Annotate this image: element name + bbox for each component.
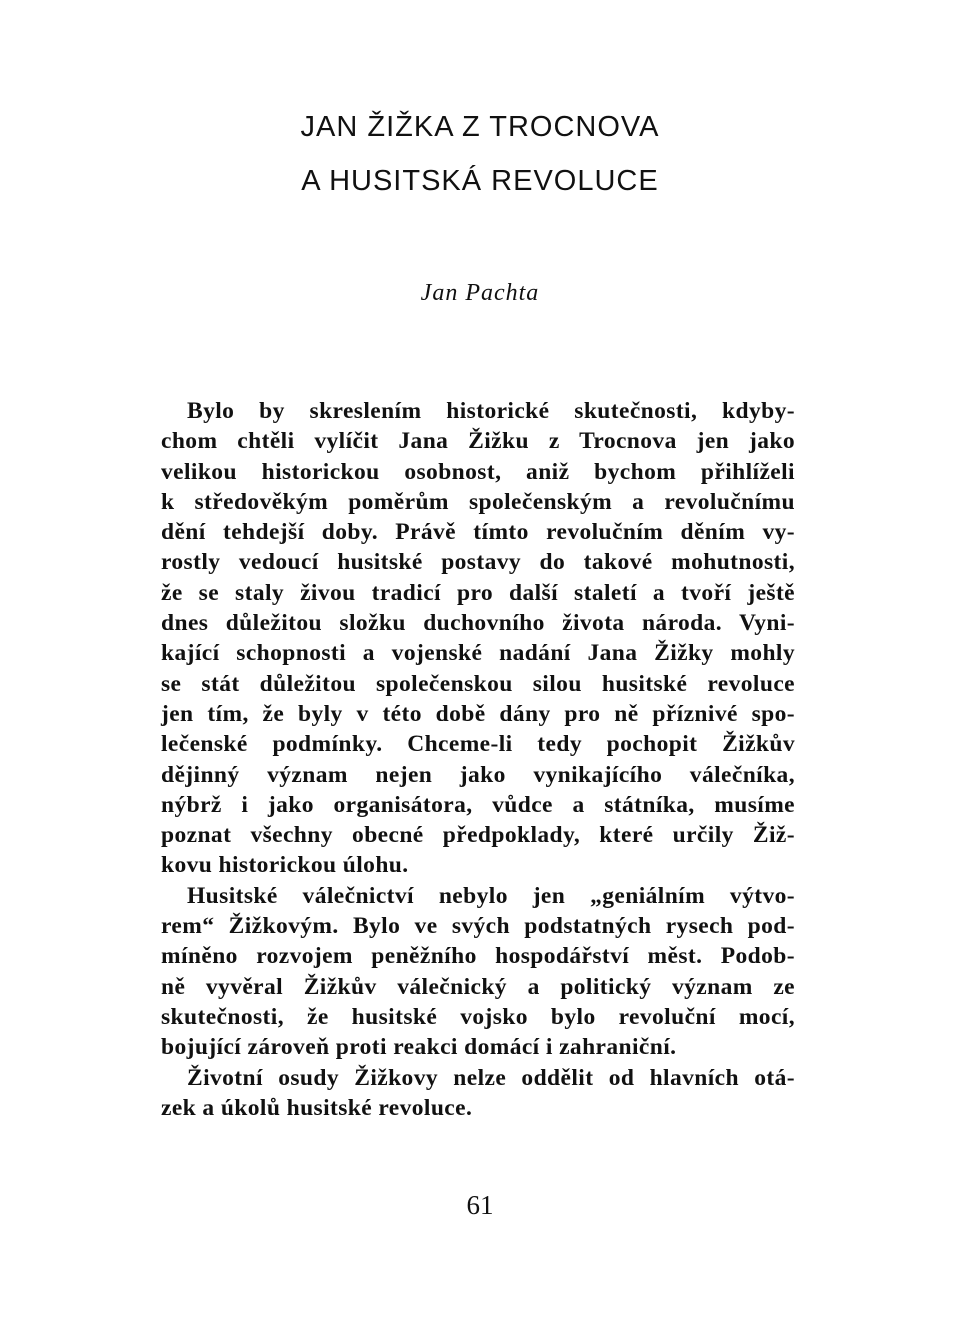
text-line: velikou historickou osobnost, aniž bychom přihlíželi	[161, 458, 795, 485]
text-line: Husitské válečnictví nebylo jen „geniálním výtvo-	[187, 882, 795, 909]
text-line: že se staly živou tradicí pro další staletí a tvoří ještě	[161, 579, 795, 606]
text-line: poznat všechny obecné předpoklady, které určily Žiž-	[161, 822, 795, 849]
author-name: Jan Pachta	[420, 280, 540, 306]
text-line: dějinný význam nejen jako vynikajícího válečníka,	[161, 761, 795, 788]
text-line: k středověkým poměrům společenským a revolučnímu	[161, 488, 795, 515]
body-text	[161, 396, 795, 1123]
text-line: dnes důležitou složku duchovního života národa. Vyni-	[161, 610, 795, 637]
text-line: Životní osudy Žižkovy nelze oddělit od hlavních otá-	[187, 1064, 795, 1091]
text-line: Bylo by skreslením historické skutečnosti, kdyby-	[187, 398, 795, 424]
text-line: rem“ Žižkovým. Bylo ve svých podstatných rysech pod-	[161, 913, 795, 940]
text-line: se stát důležitou společenskou silou husitské revoluce	[161, 670, 795, 697]
text-line: bojující zároveň proti reakci domácí i zahraniční.	[161, 1034, 677, 1061]
text-line: míněno rozvojem peněžního hospodářství měst. Podob-	[161, 943, 795, 970]
text-line: kající schopnosti a vojenské nadání Jana Žižky mohly	[161, 640, 795, 667]
chapter-title	[0, 100, 960, 208]
text-line: ně vyvěral Žižkův válečnický a politický význam ze	[161, 973, 795, 1000]
chapter-title-line-2: A HUSITSKÁ REVOLUCE	[301, 165, 659, 197]
page-number: 61	[466, 1190, 494, 1220]
chapter-title-line-1: JAN ŽIŽKA Z TROCNOVA	[300, 111, 660, 143]
text-line: chom chtěli vylíčit Jana Žižku z Trocnova jen jako	[161, 428, 795, 455]
text-line: lečenské podmínky. Chceme-li tedy pochopit Žižkův	[161, 731, 795, 758]
text-line: jen tím, že byly v této době dány pro ně příznivé spo-	[161, 700, 795, 727]
text-line: rostly vedoucí husitské postavy do takové mohutnosti,	[161, 549, 795, 576]
text-line: skutečnosti, že husitské vojsko bylo revoluční mocí,	[161, 1003, 795, 1030]
text-line: kovu historickou úlohu.	[161, 852, 409, 879]
text-line: nýbrž i jako organisátora, vůdce a státníka, musíme	[161, 791, 795, 818]
text-line: dění tehdejší doby. Právě tímto revolučním děním vy-	[161, 519, 795, 546]
text-line: zek a úkolů husitské revoluce.	[161, 1094, 473, 1121]
